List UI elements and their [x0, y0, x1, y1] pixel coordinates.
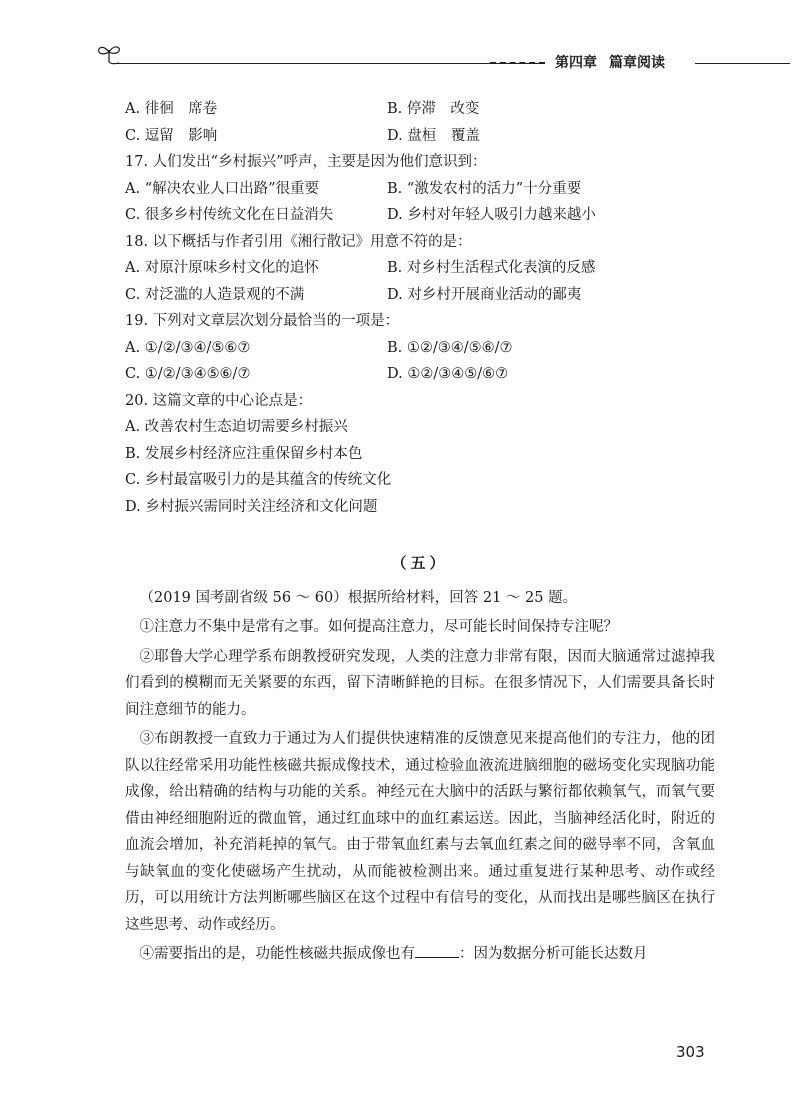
- q18-option-c: C. 对泛滥的人造景观的不满: [125, 286, 305, 303]
- header-title: [555, 52, 665, 72]
- q18-options-row-1: [125, 255, 715, 282]
- header-rule-dash: [490, 62, 545, 64]
- q20-option-c: C. 乡村最富吸引力的是其蕴含的传统文化: [125, 472, 392, 488]
- q18-option-b: B. 对乡村生活程式化表演的反感: [387, 260, 596, 276]
- section-intro: （2019 国考副省级 56 ～ 60）根据所给材料，回答 21 ～ 25 题。: [139, 589, 578, 606]
- q17-options-row-1: [125, 176, 715, 203]
- paragraph-2: ②耶鲁大学心理学系布朗教授研究发现，人类的注意力非常有限，因而大脑通常过滤掉我们看到的模糊而无关紧要的东西，留下清晰鲜艳的目标。在很多情况下，人们需要具备长时间注意细节的能力。: [125, 648, 715, 718]
- fill-in-blank: [415, 943, 459, 958]
- q18-option-d: D. 对乡村开展商业活动的鄙夷: [387, 286, 582, 303]
- q18-stem: 18. 以下概括与作者引用《湘行散记》用意不符的是：: [125, 233, 472, 250]
- q16-option-a: A. 徘徊 席卷: [125, 101, 218, 117]
- section-title: （五）: [391, 554, 449, 572]
- q18-options-row-2: [125, 282, 715, 309]
- chapter-label: 第四章: [555, 55, 597, 71]
- paragraph-4-after: ：因为数据分析可能长达数月: [459, 946, 648, 962]
- paragraph-4: [125, 941, 715, 968]
- q20-stem: 20. 这篇文章的中心论点是：: [125, 392, 313, 409]
- chapter-title: 篇章阅读: [609, 55, 665, 71]
- page-header: [95, 40, 795, 80]
- q16-option-d: D. 盘桓 覆盖: [387, 127, 480, 144]
- paragraph-1: ①注意力不集中是常有之事。如何提高注意力，尽可能长时间保持专注呢？: [139, 619, 618, 635]
- q17-option-b: B. “激发农村的活力”十分重要: [387, 180, 582, 197]
- q19-option-c: C. ①/②/③④⑤⑥/⑦: [125, 366, 251, 382]
- paragraph-3: ③布朗教授一直致力于通过为人们提供快速精准的反馈意见来提高他们的专注力，他的团队以往经常采用功能性核磁共振成像技术，通过检验血液流进脑细胞的磁场变化实现脑功能成像，给出精确的结构与功能的关系。神经元在大脑中的活跃与繁衍都依赖氧气，而氧气要借由神经细胞附近的微血管，通过红血球中的血红素运送。因此，当脑神经活化时，附近的血流会增加，补充消耗掉的氧气。由于带氧血红素与去氧血红素之间的磁导率不同，含氧血与缺氧血的变化使磁场产生扰动，从而能被检测出来。通过重复进行某种思考、动作或经历，可以用统计方法判断哪些脑区在这个过程中有信号的变化，从而找出是哪些脑区在执行这些思考、动作或经历。: [125, 731, 715, 933]
- q17-options-row-2: [125, 202, 715, 229]
- sprout-icon: [95, 40, 125, 70]
- q17-stem: 17. 人们发出“乡村振兴”呼声，主要是因为他们意识到：: [125, 154, 487, 170]
- q19-stem: 19. 下列对文章层次划分最恰当的一项是：: [125, 313, 400, 329]
- page-number: 303: [676, 1043, 705, 1061]
- q18-option-a: A. 对原汁原味乡村文化的追怀: [125, 260, 319, 276]
- q19-option-d: D. ①②/③④⑤/⑥⑦: [387, 366, 509, 382]
- q16-options-row-1: [125, 96, 715, 123]
- q20-option-d: D. 乡村振兴需同时关注经济和文化问题: [125, 498, 378, 515]
- header-rule-right: [695, 63, 790, 64]
- q16-option-b: B. 停滞 改变: [387, 101, 480, 117]
- q19-options-row-2: [125, 361, 715, 388]
- q17-option-a: A. “解决农业人口出路”很重要: [125, 180, 320, 197]
- q17-option-c: C. 很多乡村传统文化在日益消失: [125, 207, 334, 223]
- page-content: [125, 96, 715, 971]
- q20-option-b: B. 发展乡村经济应注重保留乡村本色: [125, 445, 363, 462]
- q16-option-c: C. 逗留 影响: [125, 127, 218, 144]
- q20-option-a: A. 改善农村生态迫切需要乡村振兴: [125, 419, 348, 435]
- q19-options-row-1: [125, 335, 715, 362]
- q19-option-a: A. ①/②/③④/⑤⑥⑦: [125, 339, 251, 356]
- q16-options-row-2: [125, 123, 715, 150]
- header-rule-left: [113, 63, 545, 64]
- q19-option-b: B. ①②/③④/⑤⑥/⑦: [387, 339, 513, 356]
- q17-option-d: D. 乡村对年轻人吸引力越来越小: [387, 207, 596, 223]
- paragraph-4-before: ④需要指出的是，功能性核磁共振成像也有: [139, 946, 415, 962]
